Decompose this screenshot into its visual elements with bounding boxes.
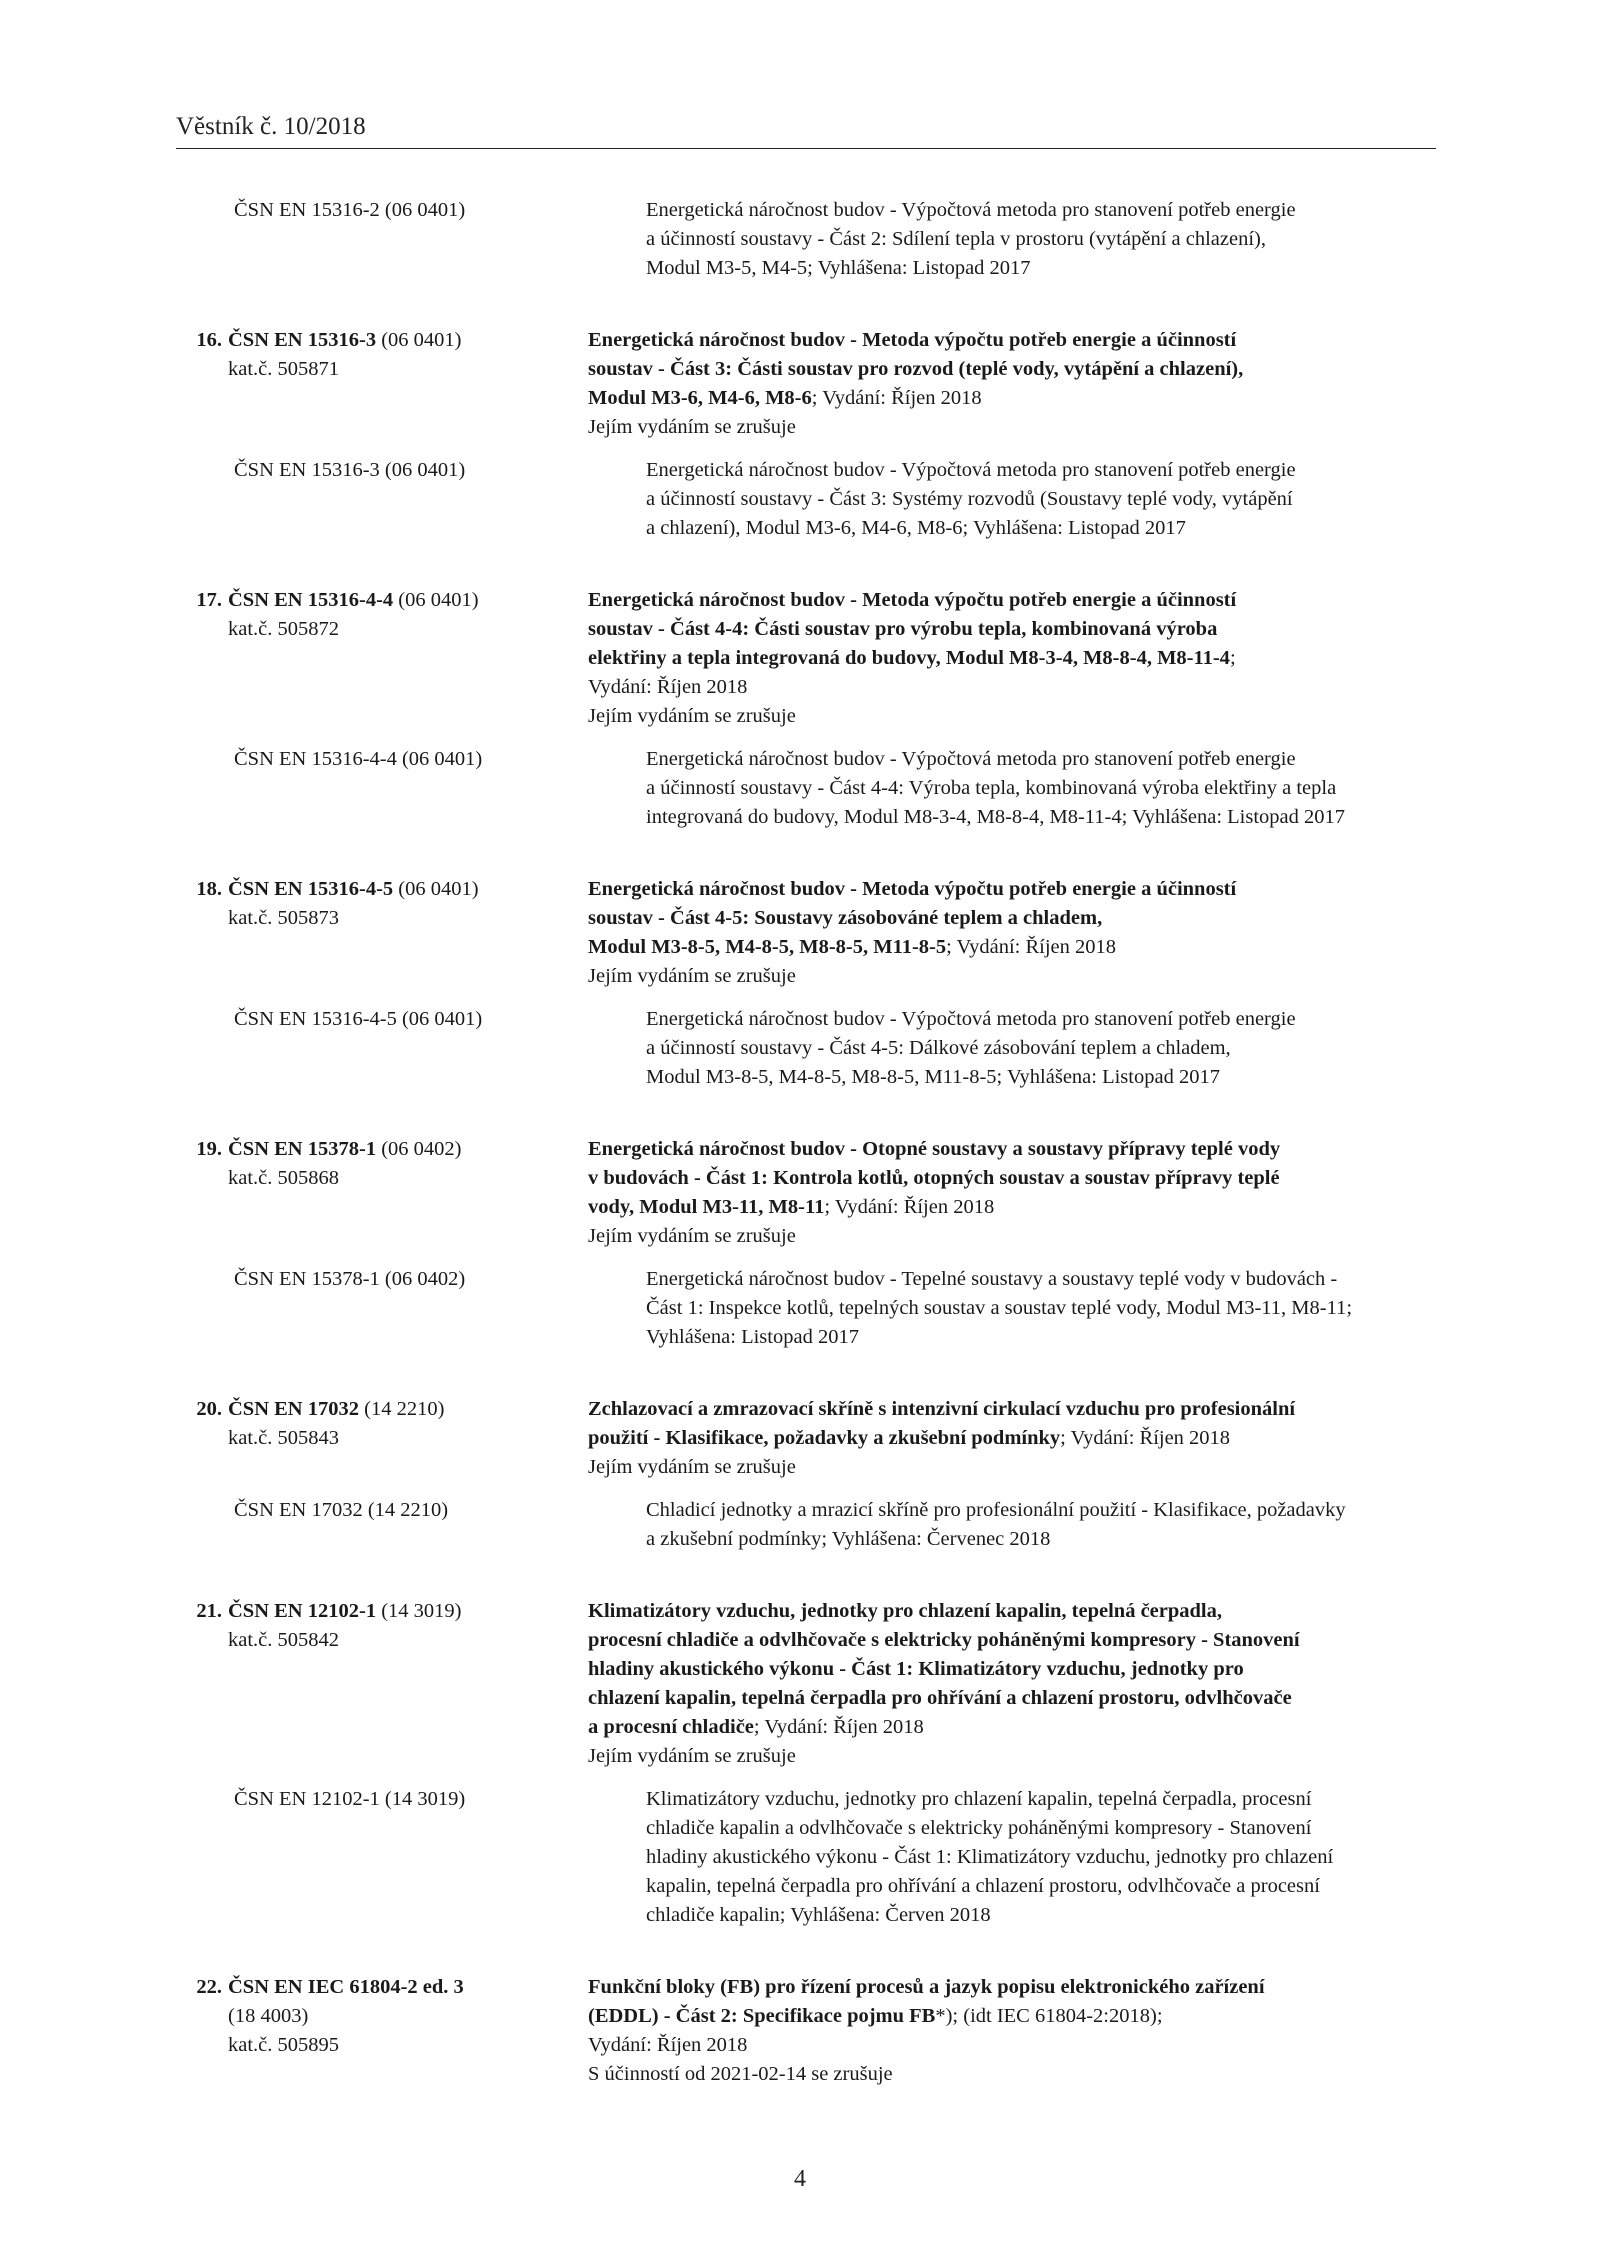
bulletin-title: Věstník č. 10/2018: [176, 113, 366, 140]
entry-number: 20.: [196, 1398, 222, 1420]
withdrawn-description: [646, 456, 1436, 543]
cancellation-note: Jejím vydáním se zrušuje: [588, 965, 796, 987]
text-line: Modul M3-5, M4-5; Vyhlášena: Listopad 2017: [646, 257, 1031, 279]
text-line: Energetická náročnost budov - Metoda výpočtu potřeb energie a účinností: [588, 878, 1237, 900]
standard-description: [588, 1135, 1436, 1251]
withdrawn-code: ČSN EN 15378-1 (06 0402): [234, 1268, 466, 1290]
text-line: a účinností soustavy - Část 4-5: Dálkové zásobování teplem a chladem,: [646, 1037, 1231, 1059]
text-punct: ;: [1229, 647, 1236, 669]
issue-date: ; Vydání: Říjen 2018: [811, 387, 982, 409]
text-line: Vyhlášena: Listopad 2017: [646, 1326, 859, 1348]
text-line: hladiny akustického výkonu - Část 1: Klimatizátory vzduchu, jednotky pro: [588, 1658, 1244, 1680]
standard-entry-19: [176, 1135, 1436, 1251]
standard-class: (14 3019): [376, 1600, 462, 1622]
cancellation-note: Jejím vydáním se zrušuje: [588, 416, 796, 438]
catalog-number: kat.č. 505843: [228, 1427, 340, 1449]
text-line: chlazení kapalin, tepelná čerpadla pro ohřívání a chlazení prostoru, odvlhčovače: [588, 1687, 1292, 1709]
cancellation-note: S účinností od 2021-02-14 se zrušuje: [588, 2063, 893, 2085]
withdrawn-standard: [176, 1785, 1436, 1930]
entry-number: 21.: [196, 1600, 222, 1622]
standard-class: (06 0401): [393, 589, 479, 611]
cancellation-note: Jejím vydáním se zrušuje: [588, 1456, 796, 1478]
cancellation-note: Jejím vydáním se zrušuje: [588, 1225, 796, 1247]
withdrawn-description: [646, 1265, 1436, 1352]
issue-date: ; Vydání: Říjen 2018: [946, 936, 1116, 958]
text-line: Modul M3-8-5, M4-8-5, M8-8-5, M11-8-5; Vyhlášena: Listopad 2017: [646, 1066, 1220, 1088]
text-line: hladiny akustického výkonu - Část 1: Klimatizátory vzduchu, jednotky pro chlazení: [646, 1846, 1334, 1868]
standard-class: (06 0401): [376, 329, 462, 351]
entry-number: 17.: [196, 589, 222, 611]
text-line: Klimatizátory vzduchu, jednotky pro chlazení kapalin, tepelná čerpadla, procesní: [646, 1788, 1312, 1810]
text-line: a procesní chladiče: [588, 1716, 754, 1738]
standard-entry-22: [176, 1973, 1436, 2089]
bulletin-header: [176, 112, 1436, 149]
text-line: Energetická náročnost budov - Výpočtová metoda pro stanovení potřeb energie: [646, 1008, 1296, 1030]
withdrawn-code: ČSN EN 15316-2 (06 0401): [234, 199, 466, 221]
withdrawn-description: [646, 1785, 1436, 1930]
entry-number: 18.: [196, 878, 222, 900]
cancellation-note: Jejím vydáním se zrušuje: [588, 1745, 796, 1767]
withdrawn-code: ČSN EN 17032 (14 2210): [234, 1499, 449, 1521]
withdrawn-code: ČSN EN 15316-3 (06 0401): [234, 459, 466, 481]
withdrawn-code: ČSN EN 12102-1 (14 3019): [234, 1788, 466, 1810]
text-line: Energetická náročnost budov - Tepelné soustavy a soustavy teplé vody v budovách -: [646, 1268, 1338, 1290]
cancellation-note: Jejím vydáním se zrušuje: [588, 705, 796, 727]
text-line: Energetická náročnost budov - Výpočtová metoda pro stanovení potřeb energie: [646, 748, 1296, 770]
standard-id: [176, 1973, 588, 2089]
standard-entry-16: [176, 326, 1436, 442]
standard-description: [588, 1597, 1436, 1771]
standards-list: [176, 196, 1436, 2089]
standard-id: [176, 1597, 588, 1771]
entry-number: 22.: [196, 1976, 222, 1998]
standard-id: [176, 1395, 588, 1482]
standard-class: (06 0401): [393, 878, 479, 900]
text-line: Energetická náročnost budov - Metoda výpočtu potřeb energie a účinností: [588, 589, 1237, 611]
text-line: Funkční bloky (FB) pro řízení procesů a jazyk popisu elektronického zařízení: [588, 1976, 1265, 1998]
text-line: chladiče kapalin a odvlhčovače s elektricky poháněnými kompresory - Stanovení: [646, 1817, 1312, 1839]
standard-class: (14 2210): [359, 1398, 445, 1420]
text-line: a zkušební podmínky; Vyhlášena: Červenec 2018: [646, 1528, 1051, 1550]
text-line: Energetická náročnost budov - Výpočtová metoda pro stanovení potřeb energie: [646, 199, 1296, 221]
withdrawn-description: [646, 196, 1436, 283]
text-line: kapalin, tepelná čerpadla pro ohřívání a chlazení prostoru, odvlhčovače a procesní: [646, 1875, 1320, 1897]
text-line: a účinností soustavy - Část 4-4: Výroba tepla, kombinovaná výroba elektřiny a tepla: [646, 777, 1337, 799]
text-line: procesní chladiče a odvlhčovače s elektricky poháněnými kompresory - Stanovení: [588, 1629, 1300, 1651]
text-line: a účinností soustavy - Část 3: Systémy rozvodů (Soustavy teplé vody, vytápění: [646, 488, 1293, 510]
withdrawn-description: [646, 1496, 1436, 1554]
withdrawn-description: [646, 1005, 1436, 1092]
text-line: *); (idt IEC 61804-2:2018);: [935, 2005, 1163, 2027]
catalog-number: kat.č. 505873: [228, 907, 340, 929]
standard-entry-21: [176, 1597, 1436, 1771]
standard-code: ČSN EN 17032: [228, 1398, 359, 1420]
withdrawn-standard: [176, 1496, 1436, 1554]
withdrawn-standard: [176, 456, 1436, 543]
catalog-number: kat.č. 505872: [228, 618, 340, 640]
text-line: Modul M3-8-5, M4-8-5, M8-8-5, M11-8-5: [588, 936, 947, 958]
text-line: a chlazení), Modul M3-6, M4-6, M8-6; Vyhlášena: Listopad 2017: [646, 517, 1186, 539]
text-line: soustav - Část 3: Části soustav pro rozvod (teplé vody, vytápění a chlazení),: [588, 358, 1244, 380]
catalog-number: kat.č. 505895: [228, 2034, 340, 2056]
issue-date: ; Vydání: Říjen 2018: [1060, 1427, 1231, 1449]
text-line: Chladicí jednotky a mrazicí skříně pro profesionální použití - Klasifikace, požadavky: [646, 1499, 1346, 1521]
catalog-number: kat.č. 505868: [228, 1167, 340, 1189]
standard-code: ČSN EN 15316-4-4: [228, 589, 394, 611]
text-line: použití - Klasifikace, požadavky a zkušební podmínky: [588, 1427, 1061, 1449]
issue-date: Vydání: Říjen 2018: [588, 676, 748, 698]
withdrawn-code: ČSN EN 15316-4-4 (06 0401): [234, 748, 483, 770]
text-line: Modul M3-6, M4-6, M8-6: [588, 387, 812, 409]
standard-description: [588, 1973, 1436, 2089]
standard-class: (06 0402): [376, 1138, 462, 1160]
withdrawn-code: ČSN EN 15316-4-5 (06 0401): [234, 1008, 483, 1030]
standard-code: ČSN EN IEC 61804-2 ed. 3: [228, 1976, 464, 1998]
standard-code: ČSN EN 15378-1: [228, 1138, 377, 1160]
standard-code: ČSN EN 12102-1: [228, 1600, 377, 1622]
standard-entry-18: [176, 875, 1436, 991]
issue-date: ; Vydání: Říjen 2018: [753, 1716, 924, 1738]
withdrawn-standard: [176, 745, 1436, 832]
standard-description: [588, 586, 1436, 731]
catalog-number: kat.č. 505842: [228, 1629, 340, 1651]
standard-id: [176, 326, 588, 442]
text-line: Část 1: Inspekce kotlů, tepelných soustav a soustav teplé vody, Modul M3-11, M8-11;: [646, 1297, 1353, 1319]
standard-description: [588, 875, 1436, 991]
text-line: Klimatizátory vzduchu, jednotky pro chlazení kapalin, tepelná čerpadla,: [588, 1600, 1222, 1622]
withdrawn-standard: [176, 196, 1436, 283]
withdrawn-standard: [176, 1005, 1436, 1092]
text-line: soustav - Část 4-5: Soustavy zásobováné teplem a chladem,: [588, 907, 1103, 929]
text-line: elektřiny a tepla integrovaná do budovy, Modul M8-3-4, M8-8-4, M8-11-4: [588, 647, 1230, 669]
text-line: Energetická náročnost budov - Metoda výpočtu potřeb energie a účinností: [588, 329, 1237, 351]
text-line: Energetická náročnost budov - Otopné soustavy a soustavy přípravy teplé vody: [588, 1138, 1281, 1160]
standard-description: [588, 326, 1436, 442]
standard-code: ČSN EN 15316-3: [228, 329, 377, 351]
issue-date: Vydání: Říjen 2018: [588, 2034, 748, 2056]
page-number: 4: [794, 2166, 806, 2192]
standard-id: [176, 875, 588, 991]
text-line: v budovách - Část 1: Kontrola kotlů, otopných soustav a soustav přípravy teplé: [588, 1167, 1280, 1189]
text-line: soustav - Část 4-4: Části soustav pro výrobu tepla, kombinovaná výroba: [588, 618, 1218, 640]
text-line: integrovaná do budovy, Modul M8-3-4, M8-8-4, M8-11-4; Vyhlášena: Listopad 2017: [646, 806, 1346, 828]
standard-entry-17: [176, 586, 1436, 731]
standard-entry-20: [176, 1395, 1436, 1482]
entry-number: 19.: [196, 1138, 222, 1160]
standard-description: [588, 1395, 1436, 1482]
text-line: chladiče kapalin; Vyhlášena: Červen 2018: [646, 1904, 991, 1926]
text-line: (EDDL) - Část 2: Specifikace pojmu FB: [588, 2005, 936, 2027]
standard-class: (18 4003): [228, 2005, 309, 2027]
standard-id: [176, 1135, 588, 1251]
issue-date: ; Vydání: Říjen 2018: [824, 1196, 995, 1218]
withdrawn-description: [646, 745, 1436, 832]
text-line: Energetická náročnost budov - Výpočtová metoda pro stanovení potřeb energie: [646, 459, 1296, 481]
standard-id: [176, 586, 588, 731]
withdrawn-standard: [176, 1265, 1436, 1352]
text-line: vody, Modul M3-11, M8-11: [588, 1196, 825, 1218]
entry-number: 16.: [196, 329, 222, 351]
catalog-number: kat.č. 505871: [228, 358, 340, 380]
text-line: Zchlazovací a zmrazovací skříně s intenzivní cirkulací vzduchu pro profesionální: [588, 1398, 1296, 1420]
standard-code: ČSN EN 15316-4-5: [228, 878, 394, 900]
text-line: a účinností soustavy - Část 2: Sdílení tepla v prostoru (vytápění a chlazení),: [646, 228, 1266, 250]
